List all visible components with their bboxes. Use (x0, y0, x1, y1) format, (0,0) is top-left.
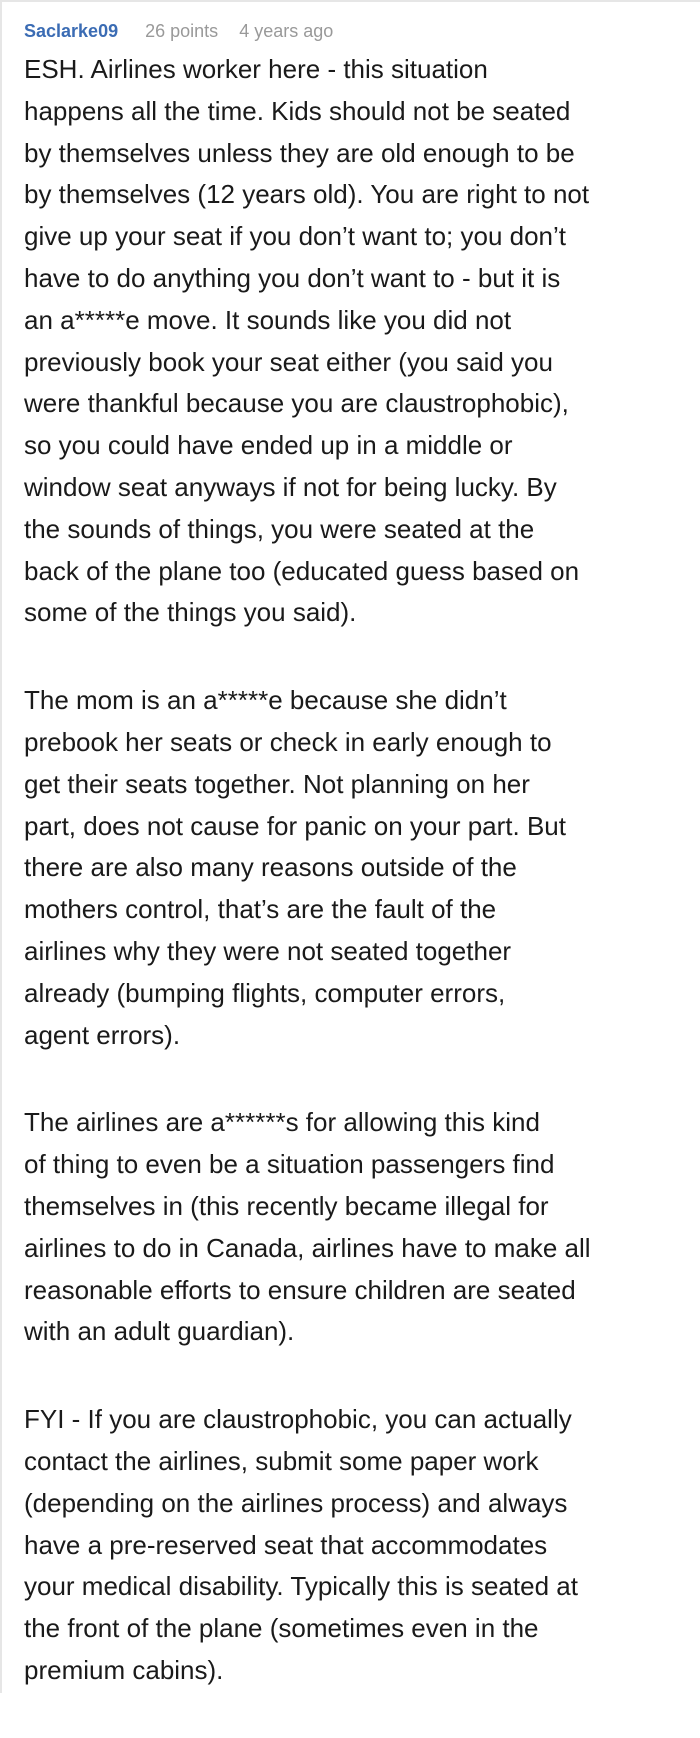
text-line: so you could have ended up in a middle or (24, 430, 513, 461)
text-line: contact the airlines, submit some paper work (24, 1445, 539, 1476)
comment-paragraph (24, 680, 591, 1056)
text-line: previously book your seat either (you said you (24, 346, 553, 377)
points-count: 26 points (145, 21, 219, 41)
text-line: mothers control, that’s are the fault of the (24, 894, 497, 925)
comment-paragraph (24, 1399, 591, 1692)
text-line: back of the plane too (educated guess based on (24, 555, 580, 586)
text-line: the sounds of things, you were seated at the (24, 513, 535, 544)
text-line: part, does not cause for panic on your part. But (24, 810, 566, 841)
text-line: (depending on the airlines process) and always (24, 1487, 568, 1518)
text-line: airlines why they were not seated together (24, 935, 512, 966)
comment-paragraph (24, 1102, 591, 1353)
text-line: window seat anyways if not for being lucky. By (24, 471, 557, 502)
comment-meta (24, 19, 349, 43)
timestamp: 4 years ago (239, 21, 334, 41)
text-line: The airlines are a******s for allowing this kind (24, 1107, 540, 1138)
text-line: were thankful because you are claustrophobic), (24, 388, 569, 419)
text-line: The mom is an a*****e because she didn’t (24, 685, 507, 716)
username-link[interactable]: Saclarke09 (24, 21, 119, 41)
text-line: reasonable efforts to ensure children are seated (24, 1274, 576, 1305)
comment-paragraph (24, 49, 591, 634)
text-line: have to do anything you don’t want to - but it is (24, 262, 561, 293)
comment-body (24, 49, 591, 1738)
text-line: airlines to do in Canada, airlines have to make all (24, 1232, 591, 1263)
text-line: there are also many reasons outside of the (24, 852, 517, 883)
text-line: with an adult guardian). (24, 1316, 295, 1347)
text-line: some of the things you said). (24, 597, 357, 628)
text-line: by themselves unless they are old enough to be (24, 137, 575, 168)
text-line: FYI - If you are claustrophobic, you can actually (24, 1404, 572, 1435)
text-line: get their seats together. Not planning on her (24, 768, 530, 799)
text-line: prebook her seats or check in early enough to (24, 726, 552, 757)
text-line: of thing to even be a situation passengers find (24, 1149, 555, 1180)
text-line: have a pre-reserved seat that accommodates (24, 1529, 548, 1560)
text-line: happens all the time. Kids should not be seated (24, 95, 571, 126)
text-line: premium cabins). (24, 1654, 224, 1685)
text-line: agent errors). (24, 1019, 181, 1050)
text-line: the front of the plane (sometimes even in the (24, 1613, 539, 1644)
text-line: your medical disability. Typically this is seated at (24, 1571, 578, 1602)
text-line: ESH. Airlines worker here - this situation (24, 54, 488, 84)
text-line: themselves in (this recently became illegal for (24, 1190, 549, 1221)
text-line: already (bumping flights, computer errors, (24, 977, 506, 1008)
text-line: give up your seat if you don’t want to; you don’t (24, 221, 567, 252)
text-line: an a*****e move. It sounds like you did not (24, 304, 512, 335)
text-line: by themselves (12 years old). You are right to not (24, 179, 590, 210)
